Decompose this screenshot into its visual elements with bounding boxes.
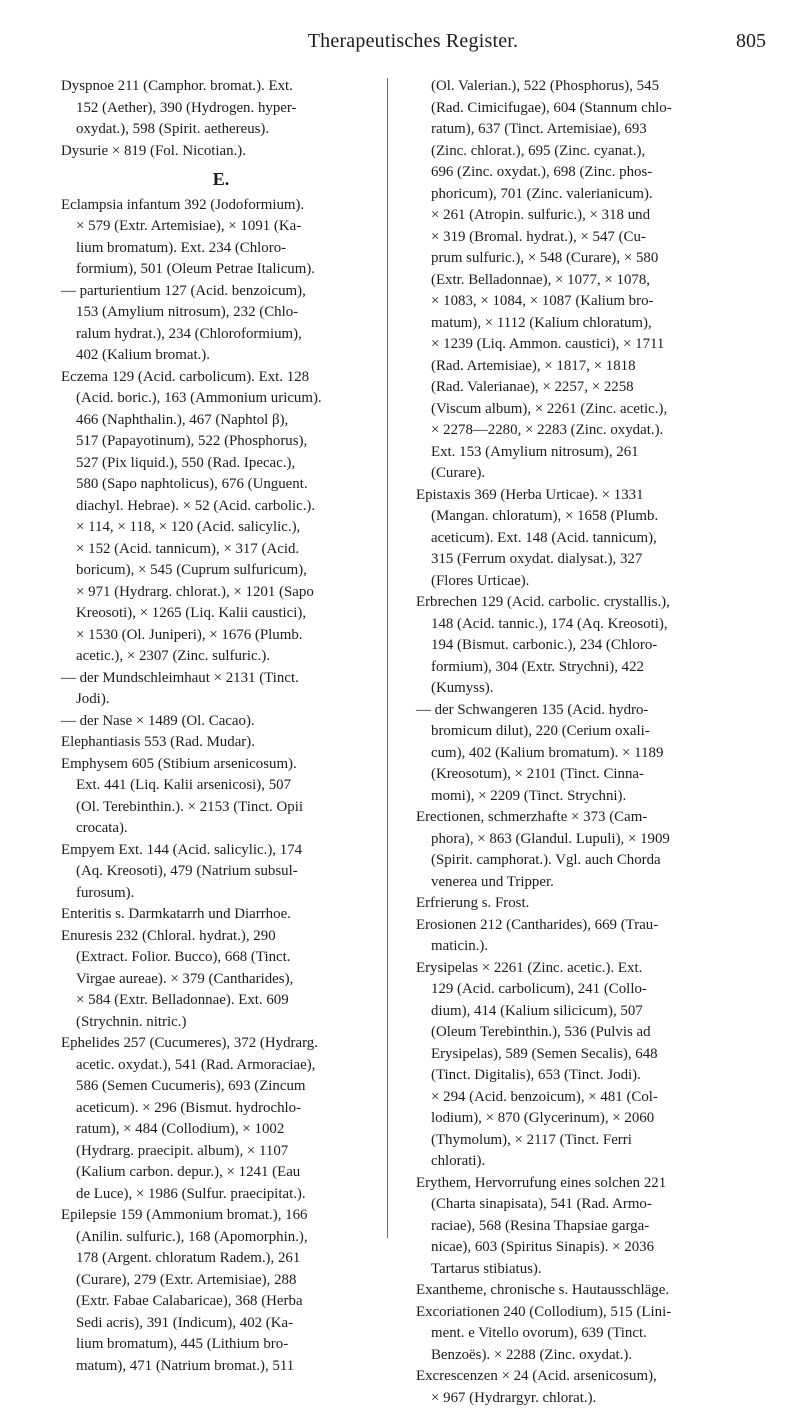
running-title: Therapeutisches Register. [60, 30, 766, 53]
entry-continuation-line: diachyl. Hebrae). × 52 (Acid. carbolic.). [61, 496, 381, 518]
entry-line: Elephantiasis 553 (Rad. Mudar). [61, 732, 381, 754]
entry-continuation-line: ratum), 637 (Tinct. Artemisiae), 693 [416, 119, 772, 141]
entry-continuation-line: × 579 (Extr. Artemisiae), × 1091 (Ka- [61, 216, 381, 238]
entry-line: Excoriationen 240 (Collodium), 515 (Lini- [416, 1302, 772, 1324]
entry-line: Dyspnoe 211 (Camphor. bromat.). Ext. [61, 76, 381, 98]
entry-continuation-line: 527 (Pix liquid.), 550 (Rad. Ipecac.), [61, 453, 381, 475]
entry-continuation-line: lium bromatum), 445 (Lithium bro- [61, 1334, 381, 1356]
entry-continuation-line: phoricum), 701 (Zinc. valerianicum). [416, 184, 772, 206]
entry-continuation-line: 586 (Semen Cucumeris), 693 (Zincum [61, 1076, 381, 1098]
entry-continuation-line: (Tinct. Digitalis), 653 (Tinct. Jodi). [416, 1065, 772, 1087]
entry-line: Enuresis 232 (Chloral. hydrat.), 290 [61, 926, 381, 948]
entry-continuation-line: × 971 (Hydrarg. chlorat.), × 1201 (Sapo [61, 582, 381, 604]
entry-continuation-line: acetic.), × 2307 (Zinc. sulfuric.). [61, 646, 381, 668]
entry-line: Epistaxis 369 (Herba Urticae). × 1331 [416, 485, 772, 507]
entry-continuation-line: aceticum). Ext. 148 (Acid. tannicum), [416, 528, 772, 550]
entry-continuation-line: (Ol. Terebinthin.). × 2153 (Tinct. Opii [61, 797, 381, 819]
entry-continuation-line: boricum), × 545 (Cuprum sulfuricum), [61, 560, 381, 582]
entry-continuation-line: matum), 471 (Natrium bromat.), 511 [61, 1356, 381, 1378]
column-divider [387, 78, 388, 1238]
entry-continuation-line: × 261 (Atropin. sulfuric.), × 318 und [416, 205, 772, 227]
entry-continuation-line: × 967 (Hydrargyr. chlorat.). [416, 1388, 772, 1409]
entry-line: Erfrierung s. Frost. [416, 893, 772, 915]
entry-line: — der Mundschleimhaut × 2131 (Tinct. [61, 668, 381, 690]
entry-continuation-line: (Hydrarg. praecipit. album), × 1107 [61, 1141, 381, 1163]
entry-continuation-line: × 2278—2280, × 2283 (Zinc. oxydat.). [416, 420, 772, 442]
entry-continuation-line: 129 (Acid. carbolicum), 241 (Collo- [416, 979, 772, 1001]
entry-continuation-line: (Mangan. chloratum), × 1658 (Plumb. [416, 506, 772, 528]
entry-continuation-line: nicae), 603 (Spiritus Sinapis). × 2036 [416, 1237, 772, 1259]
entry-continuation-line: venerea und Tripper. [416, 872, 772, 894]
entry-continuation-line: (Curare). [416, 463, 772, 485]
entry-continuation-line: (Charta sinapisata), 541 (Rad. Armo- [416, 1194, 772, 1216]
entry-continuation-line: acetic. oxydat.), 541 (Rad. Armoraciae), [61, 1055, 381, 1077]
entry-continuation-line: (Strychnin. nitric.) [61, 1012, 381, 1034]
entry-continuation-line: (Acid. boric.), 163 (Ammonium uricum). [61, 388, 381, 410]
entry-continuation-line: 153 (Amylium nitrosum), 232 (Chlo- [61, 302, 381, 324]
entry-continuation-line: (Rad. Valerianae), × 2257, × 2258 [416, 377, 772, 399]
entry-line: Erbrechen 129 (Acid. carbolic. crystallis.), [416, 592, 772, 614]
entry-continuation-line: Kreosoti), × 1265 (Liq. Kalii caustici), [61, 603, 381, 625]
entry-line: — der Schwangeren 135 (Acid. hydro- [416, 700, 772, 722]
entry-continuation-line: (Kalium carbon. depur.), × 1241 (Eau [61, 1162, 381, 1184]
entry-continuation-line: oxydat.), 598 (Spirit. aethereus). [61, 119, 381, 141]
entry-continuation-line: Erysipelas), 589 (Semen Secalis), 648 [416, 1044, 772, 1066]
entry-line: Erectionen, schmerzhafte × 373 (Cam- [416, 807, 772, 829]
entry-continuation-line: raciae), 568 (Resina Thapsiae garga- [416, 1216, 772, 1238]
entry-line: Eczema 129 (Acid. carbolicum). Ext. 128 [61, 367, 381, 389]
entry-continuation-line: × 294 (Acid. benzoicum), × 481 (Col- [416, 1087, 772, 1109]
entry-continuation-line: momi), × 2209 (Tinct. Strychni). [416, 786, 772, 808]
entry-continuation-line: (Extract. Folior. Bucco), 668 (Tinct. [61, 947, 381, 969]
left-column [61, 76, 381, 1377]
entry-continuation-line: 402 (Kalium bromat.). [61, 345, 381, 367]
entry-continuation-line: × 319 (Bromal. hydrat.), × 547 (Cu- [416, 227, 772, 249]
entry-continuation-line: × 1530 (Ol. Juniperi), × 1676 (Plumb. [61, 625, 381, 647]
entry-continuation-line: crocata). [61, 818, 381, 840]
entry-continuation-line: Benzoës). × 2288 (Zinc. oxydat.). [416, 1345, 772, 1367]
entry-continuation-line: × 1239 (Liq. Ammon. caustici), × 1711 [416, 334, 772, 356]
entry-continuation-line: dium), 414 (Kalium silicicum), 507 [416, 1001, 772, 1023]
entry-line: Emphysem 605 (Stibium arsenicosum). [61, 754, 381, 776]
entry-continuation-line: (Ol. Valerian.), 522 (Phosphorus), 545 [416, 76, 772, 98]
page-header [60, 30, 766, 60]
entry-continuation-line: 194 (Bismut. carbonic.), 234 (Chloro- [416, 635, 772, 657]
entry-continuation-line: ratum), × 484 (Collodium), × 1002 [61, 1119, 381, 1141]
entry-continuation-line: (Zinc. chlorat.), 695 (Zinc. cyanat.), [416, 141, 772, 163]
section-letter: E. [61, 162, 381, 195]
entry-line: Empyem Ext. 144 (Acid. salicylic.), 174 [61, 840, 381, 862]
entry-continuation-line: (Kreosotum), × 2101 (Tinct. Cinna- [416, 764, 772, 786]
entry-continuation-line: chlorati). [416, 1151, 772, 1173]
entry-continuation-line: Sedi acris), 391 (Indicum), 402 (Ka- [61, 1313, 381, 1335]
entry-continuation-line: (Viscum album), × 2261 (Zinc. acetic.), [416, 399, 772, 421]
entry-continuation-line: 152 (Aether), 390 (Hydrogen. hyper- [61, 98, 381, 120]
entry-line: Eclampsia infantum 392 (Jodoformium). [61, 195, 381, 217]
entry-continuation-line: 178 (Argent. chloratum Radem.), 261 [61, 1248, 381, 1270]
entry-continuation-line: 517 (Papayotinum), 522 (Phosphorus), [61, 431, 381, 453]
entry-continuation-line: Jodi). [61, 689, 381, 711]
entry-continuation-line: (Thymolum), × 2117 (Tinct. Ferri [416, 1130, 772, 1152]
entry-continuation-line: (Aq. Kreosoti), 479 (Natrium subsul- [61, 861, 381, 883]
entry-continuation-line: formium), 501 (Oleum Petrae Italicum). [61, 259, 381, 281]
entry-continuation-line: 696 (Zinc. oxydat.), 698 (Zinc. phos- [416, 162, 772, 184]
entry-continuation-line: maticin.). [416, 936, 772, 958]
entry-continuation-line: furosum). [61, 883, 381, 905]
entry-line: Excrescenzen × 24 (Acid. arsenicosum), [416, 1366, 772, 1388]
entry-continuation-line: 315 (Ferrum oxydat. dialysat.), 327 [416, 549, 772, 571]
entry-continuation-line: (Rad. Artemisiae), × 1817, × 1818 [416, 356, 772, 378]
entry-line: Erosionen 212 (Cantharides), 669 (Trau- [416, 915, 772, 937]
entry-line: Exantheme, chronische s. Hautausschläge. [416, 1280, 772, 1302]
entry-continuation-line: (Curare), 279 (Extr. Artemisiae), 288 [61, 1270, 381, 1292]
entry-continuation-line: 580 (Sapo naphtolicus), 676 (Unguent. [61, 474, 381, 496]
entry-continuation-line: 148 (Acid. tannic.), 174 (Aq. Kreosoti), [416, 614, 772, 636]
entry-continuation-line: de Luce), × 1986 (Sulfur. praecipitat.). [61, 1184, 381, 1206]
entry-continuation-line: Ext. 441 (Liq. Kalii arsenicosi), 507 [61, 775, 381, 797]
entry-line: Erythem, Hervorrufung eines solchen 221 [416, 1173, 772, 1195]
entry-line: Ephelides 257 (Cucumeres), 372 (Hydrarg. [61, 1033, 381, 1055]
entry-continuation-line: (Extr. Fabae Calabaricae), 368 (Herba [61, 1291, 381, 1313]
entry-continuation-line: bromicum dilut), 220 (Cerium oxali- [416, 721, 772, 743]
entry-line: Epilepsie 159 (Ammonium bromat.), 166 [61, 1205, 381, 1227]
entry-continuation-line: prum sulfuric.), × 548 (Curare), × 580 [416, 248, 772, 270]
entry-continuation-line: (Rad. Cimicifugae), 604 (Stannum chlo- [416, 98, 772, 120]
entry-continuation-line: × 114, × 118, × 120 (Acid. salicylic.), [61, 517, 381, 539]
page-number: 805 [736, 30, 766, 53]
entry-continuation-line: lodium), × 870 (Glycerinum), × 2060 [416, 1108, 772, 1130]
entry-line: Enteritis s. Darmkatarrh und Diarrhoe. [61, 904, 381, 926]
entry-continuation-line: cum), 402 (Kalium bromatum). × 1189 [416, 743, 772, 765]
entry-line: Erysipelas × 2261 (Zinc. acetic.). Ext. [416, 958, 772, 980]
entry-continuation-line: 466 (Naphthalin.), 467 (Naphtol β), [61, 410, 381, 432]
entry-line: Dysurie × 819 (Fol. Nicotian.). [61, 141, 381, 163]
entry-continuation-line: (Oleum Terebinthin.), 536 (Pulvis ad [416, 1022, 772, 1044]
entry-continuation-line: matum), × 1112 (Kalium chloratum), [416, 313, 772, 335]
right-column [416, 76, 772, 1409]
entry-continuation-line: Tartarus stibiatus). [416, 1259, 772, 1281]
entry-continuation-line: (Extr. Belladonnae), × 1077, × 1078, [416, 270, 772, 292]
entry-continuation-line: aceticum). × 296 (Bismut. hydrochlo- [61, 1098, 381, 1120]
entry-continuation-line: (Kumyss). [416, 678, 772, 700]
entry-continuation-line: formium), 304 (Extr. Strychni), 422 [416, 657, 772, 679]
entry-continuation-line: × 1083, × 1084, × 1087 (Kalium bro- [416, 291, 772, 313]
entry-line: — der Nase × 1489 (Ol. Cacao). [61, 711, 381, 733]
entry-continuation-line: Ext. 153 (Amylium nitrosum), 261 [416, 442, 772, 464]
entry-continuation-line: × 152 (Acid. tannicum), × 317 (Acid. [61, 539, 381, 561]
entry-continuation-line: × 584 (Extr. Belladonnae). Ext. 609 [61, 990, 381, 1012]
entry-continuation-line: phora), × 863 (Glandul. Lupuli), × 1909 [416, 829, 772, 851]
entry-continuation-line: ment. e Vitello ovorum), 639 (Tinct. [416, 1323, 772, 1345]
entry-continuation-line: (Flores Urticae). [416, 571, 772, 593]
entry-line: — parturientium 127 (Acid. benzoicum), [61, 281, 381, 303]
entry-continuation-line: lium bromatum). Ext. 234 (Chloro- [61, 238, 381, 260]
entry-continuation-line: (Spirit. camphorat.). Vgl. auch Chorda [416, 850, 772, 872]
entry-continuation-line: Virgae aureae). × 379 (Cantharides), [61, 969, 381, 991]
entry-continuation-line: (Anilin. sulfuric.), 168 (Apomorphin.), [61, 1227, 381, 1249]
entry-continuation-line: ralum hydrat.), 234 (Chloroformium), [61, 324, 381, 346]
